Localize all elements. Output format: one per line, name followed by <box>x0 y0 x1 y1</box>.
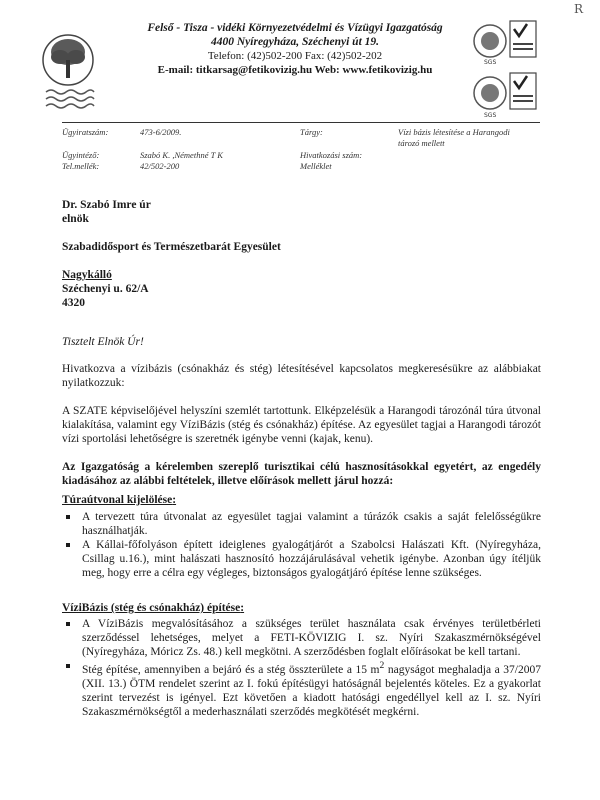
salutation: Tisztelt Elnök Úr! <box>62 336 144 348</box>
ugyiratszam-label: Ügyiratszám: <box>62 127 109 137</box>
ugyintezo-label: Ügyintéző: <box>62 150 100 160</box>
ugyintezo-value: Szabó K. ,Némethné T K <box>140 150 223 160</box>
addressee-organization: Szabadidősport és Természetbarát Egyesület <box>62 241 281 253</box>
list-item-text: A VíziBázis megvalósításához a szükséges terület használata csak érvényes területbérleti szerződéssel lehetséges, melyet a FETI-KÖVIZIG I. sz. Nyíri Szakaszmérnökségével (Nyíregyháza, Móricz Zs. 48.) kell megkötni. A szerződésben foglalt előírásokat be kell tartani. <box>82 618 541 658</box>
paragraph-2: A SZATE képviselőjével helyszíni szemlét tartottunk. Elképzelésük a Harangodi tározónál túra útvonal kialakítása, valamint egy VíziBázis (stég és csónakház) építése. Az egyesület tagjai a Harangodi tározót vízi sportolási lehetőségre is szeretnék igénybe venni (kajak, kenu). <box>62 405 541 445</box>
section-1-title-text: Túraútvonal kijelölése <box>62 494 173 506</box>
hivatkozasi-label: Hivatkozási szám: <box>300 150 363 160</box>
ugyiratszam-value: 473-6/2009. <box>140 127 182 137</box>
list-item <box>62 510 541 538</box>
addressee-block <box>62 198 542 310</box>
bullet-icon <box>66 515 70 519</box>
addressee-name: Dr. Szabó Imre úr <box>62 199 151 211</box>
reference-divider <box>62 122 540 123</box>
paragraph-3: Az Igazgatóság a kérelemben szereplő turisztikai célú hasznosításokkal egyetért, az engedély kiadásához az alábbi feltételek, illetve előírások mellett járul hozzá: <box>62 461 541 487</box>
section-1-title <box>62 494 176 506</box>
list-item-text: A Kállai-főfolyáson épített ideiglenes gyalogátjárót a Szabolcsi Halászati Kft. (Nyíregyháza, Csillag u.16.), mint halászati hasznosító hozzájárulásával vehetik igénybe. Azonban úgy ítéljük meg, hogy erre a célra egy végleges, biztonságos gyalogátjáró építése lenne szükséges. <box>82 539 541 579</box>
paragraph-1: Hivatkozva a vízibázis (csónakház és stég) létesítésével kapcsolatos megkeresésükre az alábbiakat nyilatkozzuk: <box>62 363 541 389</box>
letterhead <box>110 21 480 77</box>
superscript-two: 2 <box>379 660 385 671</box>
seal-sgs-top: SGS <box>484 59 497 66</box>
list-item-text-b: nagyságot meghaladja a 37/2007 (XII. 13.) ÖTM rendelet szerint az I. fokú építésügyi hatóságnál bejelentés köteles. Ez a gyakorlat szerint tervezést is igényel. Ezt követően a kiadott hatósági engedéllyel kell az I. sz. Nyíri Szakaszmérnökségtől a mederhasználati szerződés megkötését megkérni. <box>82 663 541 718</box>
addressee-title: elnök <box>62 213 89 225</box>
seal-sgs-bottom: SGS <box>484 112 497 119</box>
melleklet-label: Melléklet <box>300 161 332 171</box>
letterhead-address: 4400 Nyíregyháza, Széchenyi út 19. <box>210 36 380 48</box>
letterhead-phone: Telefon: (42)502-200 Fax: (42)502-202 <box>207 50 383 62</box>
list-item <box>62 538 541 580</box>
tree-logo-icon <box>40 22 96 118</box>
bullet-icon <box>66 664 70 668</box>
letterhead-org: Felső - Tisza - vidéki Környezetvédelmi és Vízügyi Igazgatóság <box>147 22 443 34</box>
bullet-icon <box>66 543 70 547</box>
certification-seals-icon <box>470 17 550 121</box>
list-item <box>62 617 541 659</box>
letterhead-contact: E-mail: titkarsag@fetikovizig.hu Web: www.fetikovizig.hu <box>157 64 433 76</box>
targy-value-1: Vízi bázis létesítése a Harangodi <box>398 127 510 137</box>
addressee-zip: 4320 <box>62 297 85 309</box>
section-1-list <box>62 510 541 580</box>
list-item <box>62 659 541 719</box>
addressee-city: Nagykálló <box>62 269 112 281</box>
targy-label: Tárgy: <box>300 127 323 137</box>
telmellek-label: Tel.mellék: <box>62 161 100 171</box>
section-2-title-text: VíziBázis (stég és csónakház) építése <box>62 602 241 614</box>
section-2-title-colon: : <box>240 602 245 614</box>
telmellek-value: 42/502-200 <box>140 161 180 171</box>
section-2-title <box>62 602 244 614</box>
addressee-street: Széchenyi u. 62/A <box>62 283 149 295</box>
section-2-list <box>62 617 541 719</box>
section-1-title-colon: : <box>172 494 177 506</box>
list-item-text: A tervezett túra útvonalat az egyesület tagjai valamint a túrázók csakis a saját felelősségükre használhatják. <box>82 511 541 537</box>
list-item-text-a: Stég építése, amennyiben a bejáró és a stég összterülete a 15 m <box>82 663 380 676</box>
targy-value-2: tározó mellett <box>398 138 445 148</box>
bullet-icon <box>66 622 70 626</box>
corner-mark: R <box>574 2 584 16</box>
